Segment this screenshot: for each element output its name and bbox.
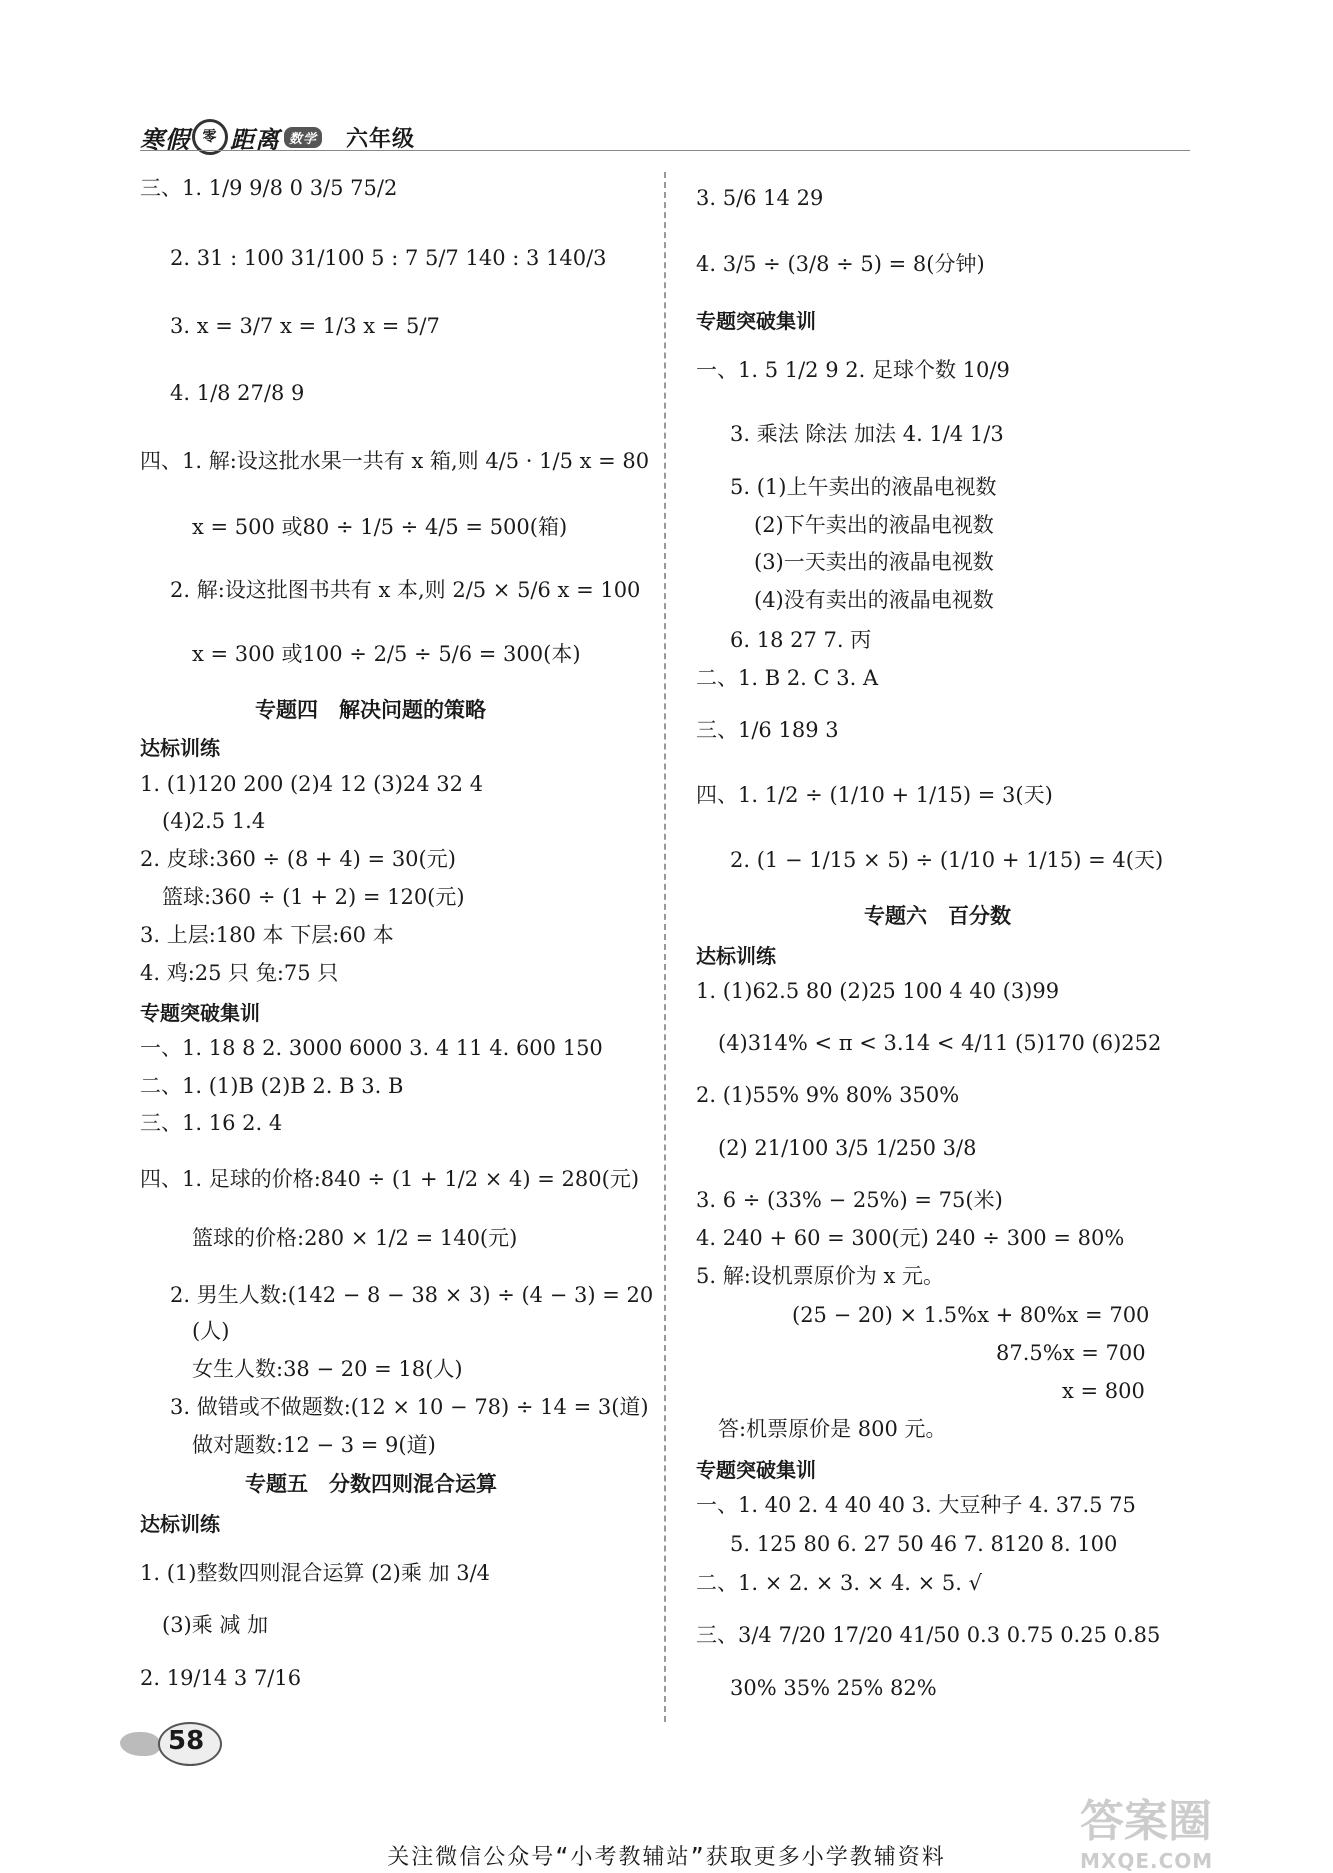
answer-line: 2. 皮球:360 ÷ (8 + 4) = 30(元)	[140, 847, 456, 871]
answer-line: x = 800	[1062, 1379, 1145, 1403]
answer-line: 篮球的价格:280 × 1/2 = 140(元)	[192, 1226, 518, 1250]
answer-line: 5. (1)上午卖出的液晶电视数	[730, 475, 997, 499]
answer-line: x = 300 或100 ÷ 2/5 ÷ 5/6 = 300(本)	[192, 642, 581, 666]
answer-line: 三、1. 1/9 9/8 0 3/5 75/2	[140, 176, 398, 200]
subsection-heading: 专题突破集训	[696, 309, 816, 333]
answer-line: 三、1. 16 2. 4	[140, 1111, 283, 1135]
answer-line: 女生人数:38 − 20 = 18(人)	[192, 1357, 463, 1381]
answer-line: (人)	[192, 1319, 230, 1343]
subsection-heading: 专题突破集训	[696, 1458, 816, 1482]
answer-line: 4. 3/5 ÷ (3/8 ÷ 5) = 8(分钟)	[696, 252, 985, 276]
answer-line: 3. 6 ÷ (33% − 25%) = 75(米)	[696, 1188, 1003, 1212]
answer-line: 一、1. 40 2. 4 40 40 3. 大豆种子 4. 37.5 75	[696, 1493, 1136, 1517]
answer-line: 3. 上层:180 本 下层:60 本	[140, 923, 394, 947]
answer-line: 答:机票原价是 800 元。	[718, 1417, 947, 1441]
subject-badge: 数学	[284, 127, 322, 148]
answer-line: 四、1. 解:设这批水果一共有 x 箱,则 4/5 · 1/5 x = 80	[140, 449, 650, 473]
series-title-a: 寒假	[140, 125, 190, 154]
answer-line: 1. (1)62.5 80 (2)25 100 4 40 (3)99	[696, 979, 1060, 1003]
answer-line: 一、1. 5 1/2 9 2. 足球个数 10/9	[696, 358, 1010, 382]
answer-line: 篮球:360 ÷ (1 + 2) = 120(元)	[162, 885, 465, 909]
answer-line: 5. 125 80 6. 27 50 46 7. 8120 8. 100	[730, 1532, 1118, 1556]
subsection-heading: 专题突破集训	[140, 1001, 260, 1025]
answer-line: 1. (1)整数四则混合运算 (2)乘 加 3/4	[140, 1561, 491, 1585]
bird-icon	[120, 1732, 160, 1756]
header-rule	[140, 150, 1190, 151]
subsection-heading: 达标训练	[696, 944, 776, 968]
answer-line: 四、1. 足球的价格:840 ÷ (1 + 1/2 × 4) = 280(元)	[140, 1167, 640, 1191]
answer-line: 2. 男生人数:(142 − 8 − 38 × 3) ÷ (4 − 3) = 20	[170, 1283, 654, 1307]
column-divider	[664, 172, 666, 1722]
answer-line: (4)314% < π < 3.14̇ < 4/11 (5)170 (6)252	[718, 1031, 1162, 1055]
answer-line: 一、1. 18 8 2. 3000 6000 3. 4 11 4. 600 150	[140, 1036, 603, 1060]
answer-line: 87.5%x = 700	[996, 1341, 1146, 1365]
answer-line: (4)没有卖出的液晶电视数	[754, 588, 994, 612]
answer-line: 30% 35% 25% 82%	[730, 1676, 937, 1700]
answer-line: 三、1/6 189 3	[696, 718, 839, 742]
answer-line: x = 500 或80 ÷ 1/5 ÷ 4/5 = 500(箱)	[192, 515, 568, 539]
answer-line: 3. 5/6 14 29	[696, 186, 824, 210]
section-title: 专题四 解决问题的策略	[255, 698, 486, 722]
grade-label: 六年级	[346, 126, 416, 152]
answer-line: 做对题数:12 − 3 = 9(道)	[192, 1433, 436, 1457]
answer-line: 3. 做错或不做题数:(12 × 10 − 78) ÷ 14 = 3(道)	[170, 1395, 649, 1419]
section-title: 专题五 分数四则混合运算	[245, 1472, 497, 1496]
answer-line: (4)2.5 1.4	[162, 809, 266, 833]
answer-line: 二、1. (1)B (2)B 2. B 3. B	[140, 1074, 404, 1098]
answer-line: 2. 解:设这批图书共有 x 本,则 2/5 × 5/6 x = 100	[170, 578, 641, 602]
subsection-heading: 达标训练	[140, 736, 220, 760]
answer-line: (2)下午卖出的液晶电视数	[754, 513, 994, 537]
subsection-heading: 达标训练	[140, 1512, 220, 1536]
answer-line: 三、3/4 7/20 17/20 41/50 0.3 0.75 0.25 0.85	[696, 1623, 1161, 1647]
watermark-url: MXQE.COM	[1080, 1849, 1214, 1873]
answer-line: 6. 18 27 7. 丙	[730, 628, 872, 652]
answer-line: 1. (1)120 200 (2)4 12 (3)24 32 4	[140, 772, 484, 796]
answer-line: (2) 21/100 3/5 1/250 3/8	[718, 1136, 977, 1160]
answer-line: 2. 31 : 100 31/100 5 : 7 5/7 140 : 3 140/3	[170, 246, 607, 270]
answer-line: 2. 19/14 3 7/16	[140, 1666, 302, 1690]
answer-line: 3. x = 3/7 x = 1/3 x = 5/7	[170, 314, 440, 338]
series-title-b: 距离	[230, 125, 280, 154]
page-number-badge	[120, 1718, 230, 1768]
answer-line: 四、1. 1/2 ÷ (1/10 + 1/15) = 3(天)	[696, 783, 1053, 807]
answer-line: 二、1. B 2. C 3. A	[696, 666, 879, 690]
footer-note: 关注微信公众号“小考教辅站”获取更多小学教辅资料	[387, 1845, 946, 1870]
answer-line: 4. 鸡:25 只 兔:75 只	[140, 961, 339, 985]
answer-line: 5. 解:设机票原价为 x 元。	[696, 1264, 944, 1288]
answer-line: 2. (1)55% 9% 80% 350%	[696, 1083, 960, 1107]
answer-line: 2. (1 − 1/15 × 5) ÷ (1/10 + 1/15) = 4(天)	[730, 848, 1164, 872]
answer-line: 4. 240 + 60 = 300(元) 240 ÷ 300 = 80%	[696, 1226, 1125, 1250]
watermark-text: 答案圈	[1080, 1796, 1212, 1847]
answer-line: 二、1. × 2. × 3. × 4. × 5. √	[696, 1571, 983, 1595]
answer-line: (3)一天卖出的液晶电视数	[754, 550, 994, 574]
series-zero-badge: 零	[192, 119, 228, 155]
page-number: 58	[168, 1726, 205, 1756]
section-title: 专题六 百分数	[864, 904, 1011, 928]
answer-line: (25 − 20) × 1.5%x + 80%x = 700	[792, 1303, 1150, 1327]
answer-line: (3)乘 减 加	[162, 1613, 269, 1637]
series-logo	[140, 120, 415, 154]
answer-line: 3. 乘法 除法 加法 4. 1/4 1/3	[730, 422, 1004, 446]
answer-line: 4. 1/8 27/8 9	[170, 381, 305, 405]
